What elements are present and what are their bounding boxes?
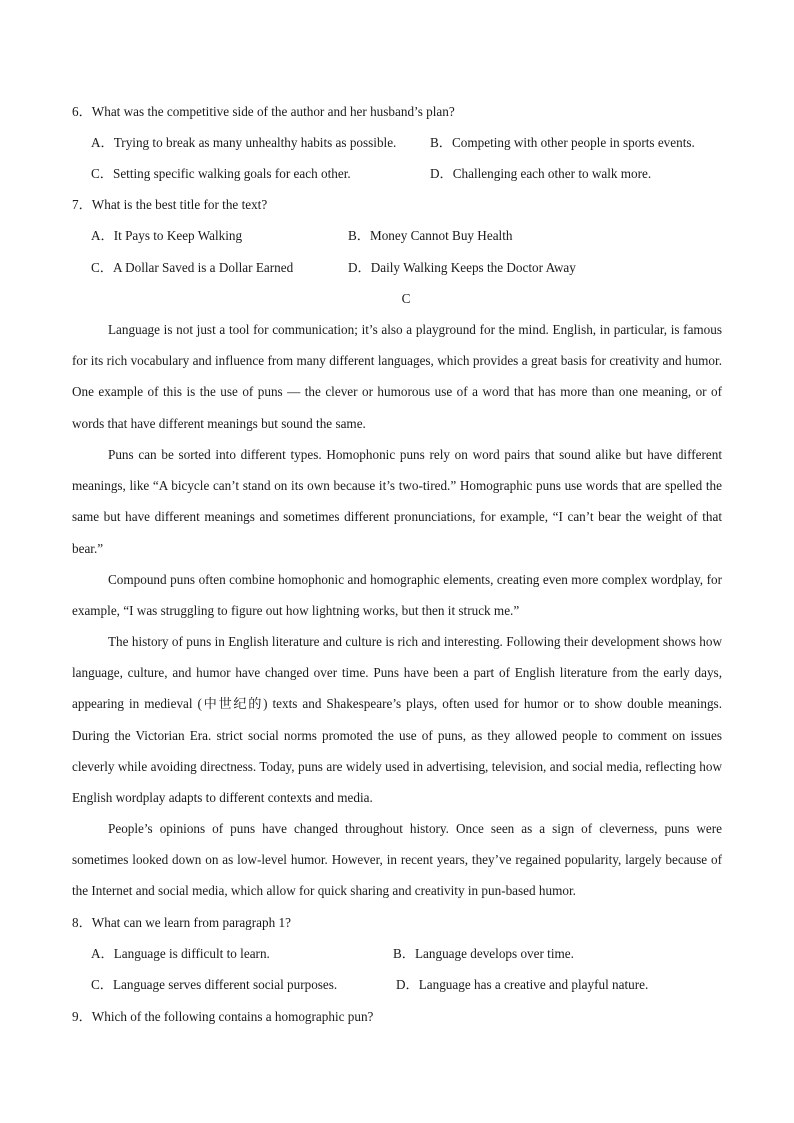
question-6-option-d: D．Challenging each other to walk more. [430,166,652,181]
question-7-stem: 7．What is the best title for the text? [72,197,268,212]
question-6-option-b: B．Competing with other people in sports events. [430,135,695,150]
question-8-option-c: C．Language serves different social purposes. [91,977,338,992]
question-7-option-a: A．It Pays to Keep Walking [91,228,243,243]
passage-paragraph-3: Compound puns often combine homophonic and homographic elements, creating even more complex wordplay, for example, “I was struggling to figure out how lightning works, but then it struck me.” [72,572,722,619]
question-7-option-c: C．A Dollar Saved is a Dollar Earned [91,260,294,275]
question-8-option-a: A．Language is difficult to learn. [91,946,270,961]
question-7-option-b: B．Money Cannot Buy Health [348,228,513,243]
passage-paragraph-1: Language is not just a tool for communication; it’s also a playground for the mind. English, in particular, is famous for its rich vocabulary and influence from many different languages, which provides a great basis for creativity and humor. One example of this is the use of puns — the clever or humorous use of a word that has more than one meaning, or of words that have different meanings but sound the same. [72,322,722,431]
passage-paragraph-2: Puns can be sorted into different types. Homophonic puns rely on word pairs that sound alike but have different meanings, like “A bicycle can’t stand on its own because it’s two-tired.” Homographic puns use words that are spelled the same but have different meanings and sometimes different pronunciations, for example, “I can’t bear the weight of that bear.” [72,447,722,556]
question-6-stem: 6．What was the competitive side of the author and her husband’s plan? [72,104,455,119]
question-7-option-d: D．Daily Walking Keeps the Doctor Away [348,260,576,275]
question-9-stem: 9．Which of the following contains a homographic pun? [72,1009,374,1024]
question-8-option-b: B．Language develops over time. [393,946,574,961]
question-6-option-c: C．Setting specific walking goals for each other. [91,166,351,181]
question-6-option-a: A．Trying to break as many unhealthy habits as possible. [91,135,397,150]
passage-paragraph-5: People’s opinions of puns have changed throughout history. Once seen as a sign of cleverness, puns were sometimes looked down on as low-level humor. However, in recent years, they’ve regained popularity, largely because of the Internet and social media, which allow for quick sharing and creativity in pun-based humor. [72,821,722,899]
passage-paragraph-4: The history of puns in English literature and culture is rich and interesting. Following their development shows how language, culture, and humor have changed over time. Puns have been a part of English literature from the early days, appearing in medieval (中世纪的) texts and Shakespeare’s plays, often used for humor or to show double meanings. During the Victorian Era. strict social norms promoted the use of puns, as they allowed people to comment on issues cleverly while avoiding directness. Today, puns are widely used in advertising, television, and social media, reflecting how English wordplay adapts to different contexts and media. [72,634,722,806]
question-8-stem: 8．What can we learn from paragraph 1? [72,915,291,930]
section-label: C [401,291,411,306]
question-8-option-d: D．Language has a creative and playful nature. [396,977,649,992]
